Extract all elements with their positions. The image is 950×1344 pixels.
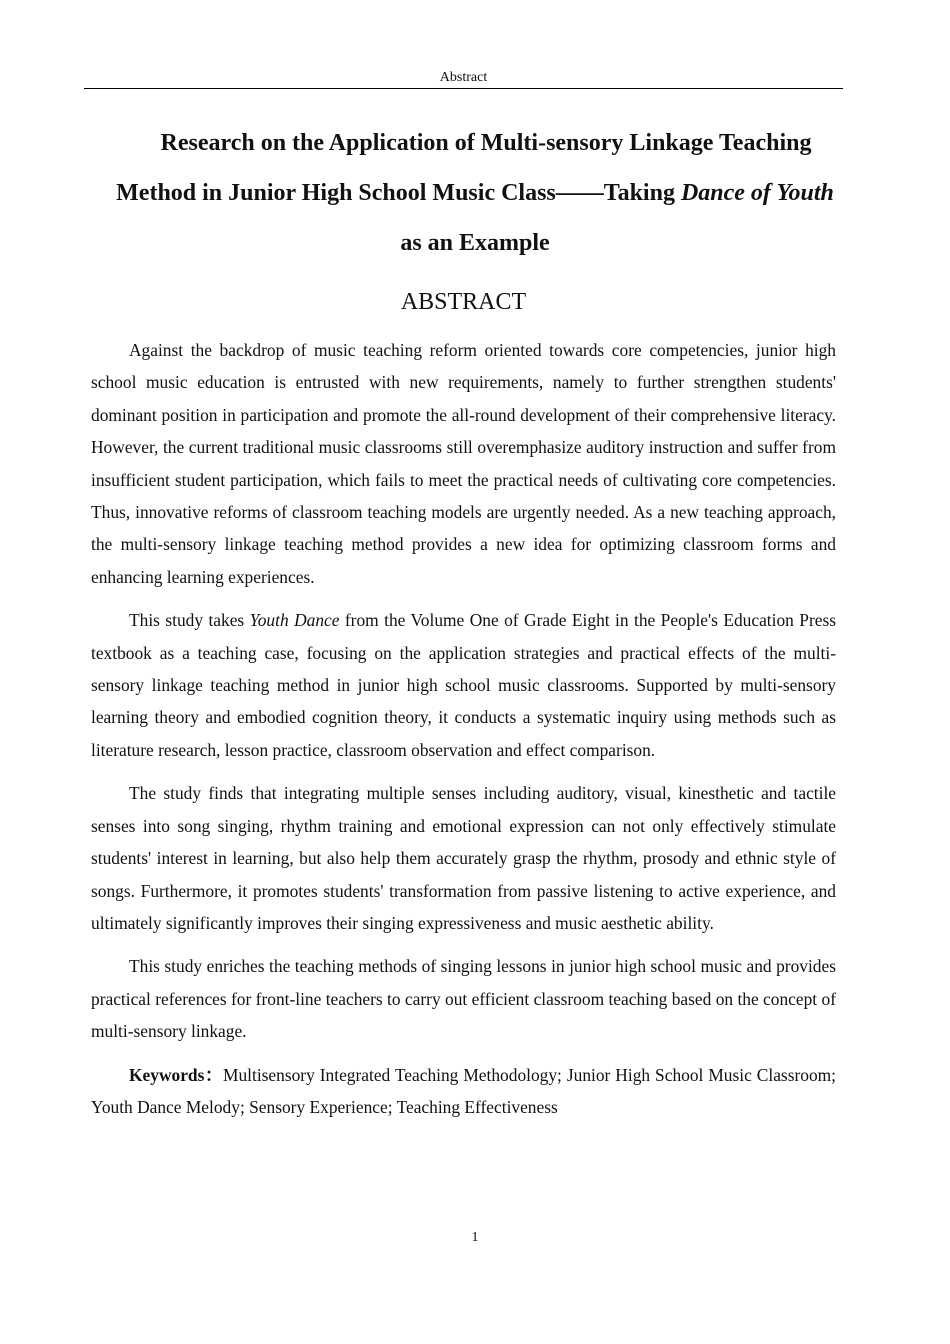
abstract-paragraph-2 <box>91 604 836 766</box>
abstract-body <box>91 334 836 1134</box>
title-italic: Dance of Youth <box>680 180 834 206</box>
keywords-paragraph <box>91 1059 836 1124</box>
title-text-part1: Research on the Application of Multi-sensory Linkage Teaching Method in Junior High School Music Class——Taking <box>116 130 812 206</box>
paragraph-2-text-after: from the Volume One of Grade Eight in the People's Education Press textbook as a teaching case, focusing on the application strategies and practical effects of the multi-sensory linkage teaching method in junior high school music classrooms. Supported by multi-sensory learning theory and embodied cognition theory, it conducts a systematic inquiry using methods such as literature research, lesson practice, classroom observation and effect comparison. <box>91 610 836 760</box>
page-number: 1 <box>471 1230 479 1245</box>
paper-title <box>108 118 842 268</box>
abstract-paragraph-3: The study finds that integrating multiple senses including auditory, visual, kinesthetic and tactile senses into song singing, rhythm training and emotional expression can not only effectively stimulate students' interest in learning, but also help them accurately grasp the rhythm, prosody and ethnic style of songs. Furthermore, it promotes students' transformation from passive listening to active experience, and ultimately significantly improves their singing expressiveness and music aesthetic ability. <box>91 783 836 933</box>
abstract-heading: ABSTRACT <box>400 289 527 315</box>
paragraph-2-italic: Youth Dance <box>249 610 340 631</box>
title-text-part2: as an Example <box>400 230 550 256</box>
abstract-paragraph-1: Against the backdrop of music teaching reform oriented towards core competencies, junior high school music education is entrusted with new requirements, namely to further strengthen students' dominant position in participation and promote the all-round development of their comprehensive literacy. However, the current traditional music classrooms still overemphasize auditory instruction and suffer from insufficient student participation, which fails to meet the practical needs of cultivating core competencies. Thus, innovative reforms of classroom teaching models are urgently needed. As a new teaching approach, the multi-sensory linkage teaching method provides a new idea for optimizing classroom forms and enhancing learning experiences. <box>91 340 836 587</box>
running-header: Abstract <box>439 70 488 85</box>
abstract-paragraph-4: This study enriches the teaching methods of singing lessons in junior high school music and provides practical references for front-line teachers to carry out efficient classroom teaching based on the concept of multi-sensory linkage. <box>91 956 836 1042</box>
paragraph-2-text-before: This study takes <box>129 610 250 631</box>
header-rule <box>84 88 843 89</box>
keywords-text: Multisensory Integrated Teaching Methodology; Junior High School Music Classroom; Youth Dance Melody; Sensory Experience; Teaching Effectiveness <box>91 1064 836 1117</box>
keywords-label: Keywords： <box>129 1064 223 1085</box>
